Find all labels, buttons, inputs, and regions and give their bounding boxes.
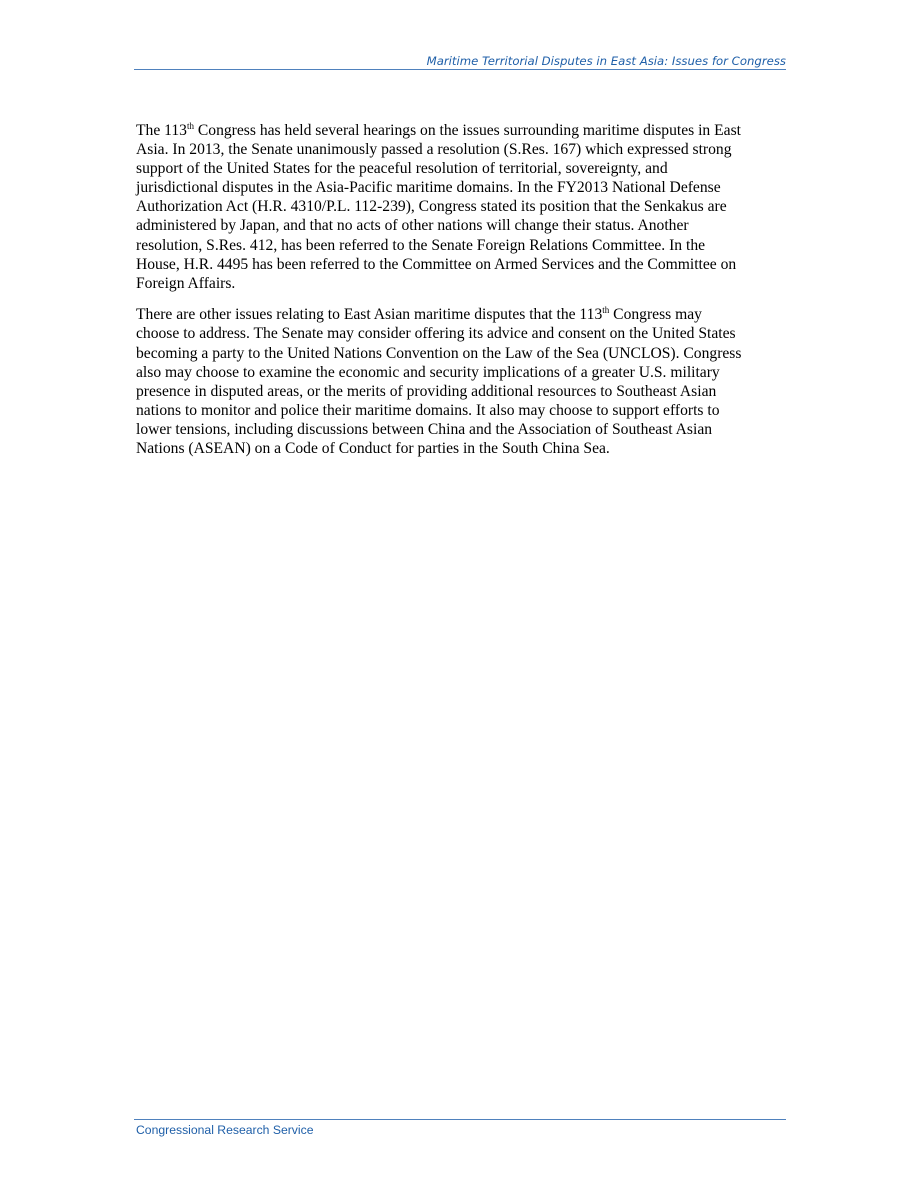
text-line: Authorization Act (H.R. 4310/P.L. 112-239), Congress stated its position that the Senkakus are [136,198,727,216]
text-line: support of the United States for the peaceful resolution of territorial, sovereignty, and [136,160,668,178]
page-header [134,53,786,70]
ordinal-suffix: th [186,121,194,131]
publisher-name: Congressional Research Service [136,1123,314,1137]
text-line: lower tensions, including discussions between China and the Association of Southeast Asian [136,420,713,438]
ordinal-suffix: th [602,305,610,316]
paragraph-2 [136,305,786,458]
text-line: Nations (ASEAN) on a Code of Conduct for parties in the South China Sea. [136,440,610,457]
text-line: Foreign Affairs. [136,274,236,292]
text-line: Asia. In 2013, the Senate unanimously passed a resolution (S.Res. 167) which expressed strong [136,141,732,159]
text-line: choose to address. The Senate may consider offering its advice and consent on the United States [136,325,736,343]
report-title: Maritime Territorial Disputes in East Asia: Issues for Congress [426,54,786,68]
text-line: jurisdictional disputes in the Asia-Pacific maritime domains. In the FY2013 National Defense [136,179,721,197]
page-footer [134,1119,786,1137]
text-line: becoming a party to the United Nations Convention on the Law of the Sea (UNCLOS). Congress [136,344,742,362]
text-line: Congress may [613,306,702,324]
text-line: also may choose to examine the economic and security implications of a greater U.S. military [136,363,720,381]
text-line: House, H.R. 4495 has been referred to the Committee on Armed Services and the Committee on [136,255,737,273]
paragraph-1 [136,121,786,293]
text-line: administered by Japan, and that no acts of other nations will change their status. Another [136,217,689,235]
text-line: Congress has held several hearings on the issues surrounding maritime disputes in East [197,122,741,139]
paragraph-1-prefix: The 113 [136,122,187,139]
paragraph-2-prefix: There are other issues relating to East Asian maritime disputes that the 113 [136,306,603,324]
report-body [136,121,786,471]
text-line: presence in disputed areas, or the merits of providing additional resources to Southeast Asian [136,382,717,400]
text-line: nations to monitor and police their maritime domains. It also may choose to support efforts to [136,401,720,419]
text-line: resolution, S.Res. 412, has been referred to the Senate Foreign Relations Committee. In the [136,236,706,254]
